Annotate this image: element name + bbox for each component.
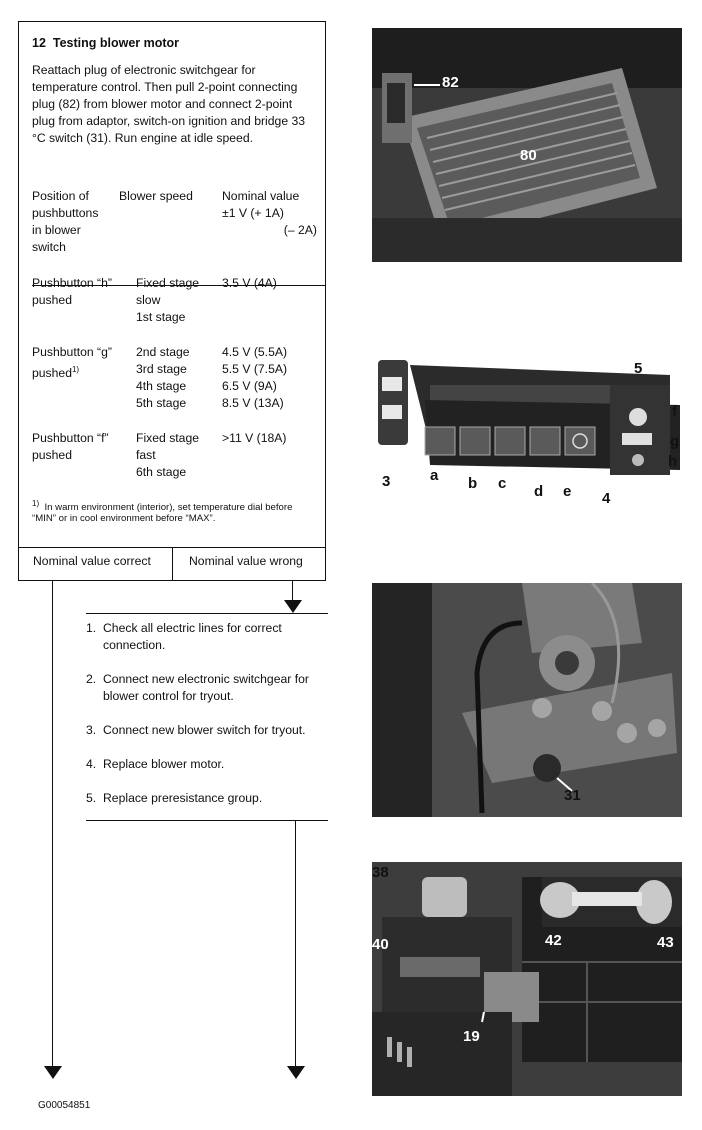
engine-photo: [372, 583, 682, 817]
callout-38: 38: [372, 864, 389, 881]
row-f-position: Pushbutton “f” pushed: [32, 431, 109, 462]
procedure-box: [18, 21, 326, 581]
callout-e: e: [563, 483, 572, 500]
outcome-wrong: Nominal value wrong: [189, 554, 303, 568]
action-list: [86, 620, 331, 824]
callout-3: 3: [382, 473, 391, 490]
callout-g: g: [670, 433, 680, 450]
callout-d: d: [534, 483, 544, 500]
callout-h: h: [668, 453, 678, 470]
footnote: $^{1)}$ In warm environment (interior), set temperature dial before “MIN” or in cool environment before “MAX”.: [32, 499, 293, 525]
callout-4: 4: [602, 490, 611, 507]
callout-b: b: [468, 475, 478, 492]
callout-c: c: [498, 475, 507, 492]
row-h-value: 3.5 V (4A): [222, 276, 277, 290]
callout-f: f: [672, 403, 677, 420]
callout-31: 31: [564, 787, 581, 804]
callout-a: a: [430, 467, 439, 484]
section-number: 12: [32, 36, 46, 50]
arrow-down-icon: [284, 600, 302, 613]
section-title-text: Testing blower motor: [52, 36, 180, 50]
header-speed: Blower speed: [119, 189, 193, 203]
actions-bottom-rule: [86, 820, 328, 821]
flow-line-correct: [52, 581, 53, 1067]
row-f-value: >11 V (18A): [222, 431, 287, 445]
callout-40: 40: [372, 936, 389, 953]
arrow-down-icon: [287, 1066, 305, 1079]
action-item: 5. Replace preresistance group.: [86, 791, 263, 805]
row-g-value: 4.5 V (5.5A) 5.5 V (7.5A) 6.5 V (9A) 8.5 V (13A): [222, 345, 288, 410]
callout-42: 42: [545, 932, 562, 949]
callout-5: 5: [634, 360, 643, 377]
action-item: 2. Connect new electronic switchgear for blower control for tryout.: [86, 672, 309, 703]
action-item: 1. Check all electric lines for correct connection.: [86, 621, 282, 652]
action-item: 4. Replace blower motor.: [86, 757, 225, 771]
switch-photo: [370, 345, 690, 515]
figure-reference: G00054851: [38, 1100, 91, 1111]
actions-top-rule: [86, 613, 328, 614]
section-intro: Reattach plug of electronic switchgear for temperature control. Then pull 2-point connecting plug (82) from blower motor and connect 2-point plug from adaptor, switch-on ignition and bridge 33 °C switch (31). Run engine at idle speed.: [32, 63, 306, 145]
callout-80: 80: [520, 147, 537, 164]
callout-43: 43: [657, 934, 674, 951]
arrow-down-icon: [44, 1066, 62, 1079]
row-g-position: Pushbutton “g” pushed$^{1)}$: [32, 345, 112, 381]
section-title: [32, 36, 313, 50]
row-g-speed: 2nd stage 3rd stage 4th stage 5th stage: [136, 345, 190, 410]
callout-82: 82: [442, 74, 459, 91]
callout-19: 19: [463, 1028, 480, 1045]
action-item: 3. Connect new blower switch for tryout.: [86, 723, 306, 737]
blower-photo: [372, 28, 682, 262]
outcome-split: [172, 547, 173, 580]
row-f-speed: Fixed stage fast 6th stage: [136, 431, 200, 479]
row-h-position: Pushbutton “h” pushed: [32, 276, 112, 307]
row-h-speed: Fixed stage slow 1st stage: [136, 276, 200, 324]
flow-line-wrong: [292, 581, 293, 601]
outcome-correct: Nominal value correct: [33, 554, 151, 568]
header-position: Position of pushbuttons in blower switch: [32, 189, 99, 254]
header-nominal: Nominal value ±1 V (+ 1A) (– 2A): [222, 189, 317, 237]
flow-line-after: [295, 821, 296, 1067]
module-photo: [372, 862, 682, 1096]
